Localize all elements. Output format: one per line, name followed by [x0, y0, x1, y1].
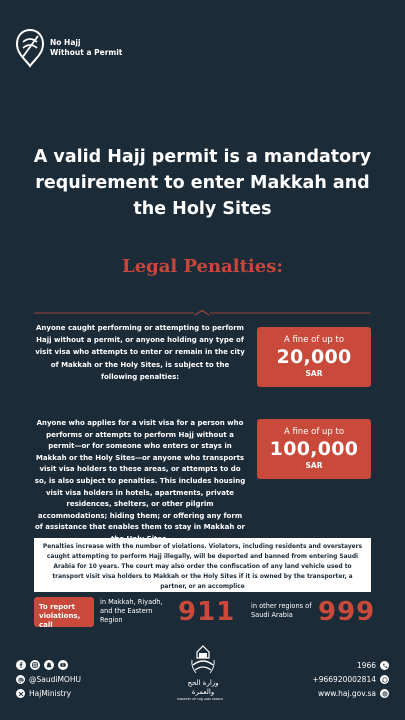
- penalties-notice: Penalties increase with the number of violations. Violators, including residents and overstayers caught attempting to perform Hajj illegally, will be deported and banned from entering Saudi Arabia for 10 years. The court may also order the confiscation of any land vehicle used to transport visit visa holders to Makkah or the Holy Sites if it is owned by the transporter, a partner, or an accomplice: [34, 538, 371, 592]
- phone1-text: 1966: [356, 661, 376, 670]
- penalty1-fine-label: A fine of up to: [283, 335, 345, 345]
- headline: A valid Hajj permit is a mandatory requirement to enter Makkah and the Holy Sites: [33, 147, 372, 219]
- report-region-b: in other regions of Saudi Arabia: [251, 602, 312, 619]
- snapchat-icon[interactable]: [44, 660, 54, 670]
- contact-phone2[interactable]: [312, 675, 389, 684]
- whatsapp-icon: [380, 675, 389, 684]
- at-icon: [16, 675, 25, 684]
- facebook-icon[interactable]: [16, 660, 26, 670]
- handle-saudimohu: [16, 675, 81, 684]
- globe-icon: [380, 689, 389, 698]
- penalty2-text: Anyone who applies for a visit visa for a person who performs or attempts to perform Hajj without a permit—or for someone who enters or stays in Makkah or the Holy Sites—or anyone who transports visit visa holders to these areas, or attempts to do so, is also subject to penalties. This includes housing visit visa holders in hotels, apartments, private residences, shelters, or other pilgrim accommodations; hiding them; or offering any form of assistance that enables them to stay in Makkah or: [34, 419, 246, 532]
- phone2-text: +966920002814: [312, 675, 376, 684]
- report-number-999[interactable]: 999: [318, 597, 376, 627]
- x-icon: [16, 689, 25, 698]
- penalty1-text: Anyone caught performing or attempting to perform Hajj without a permit, or anyone holding any type of visit visa who attempts to enter or remain in the city of Makkah or the Holy Sites, is subject to the following penalties:: [35, 324, 245, 381]
- report-region-a: in Makkah, Riyadh, and the Eastern Region: [100, 598, 163, 624]
- penalty2-fine-label: A fine of up to: [283, 427, 345, 437]
- penalty1-fine-box: [257, 327, 371, 387]
- section-title: Legal Penalties:: [122, 256, 283, 277]
- social-icons: [16, 660, 68, 670]
- contact-website[interactable]: [318, 689, 389, 698]
- ministry-emblem-icon: [190, 645, 216, 675]
- penalty2-fine-box: [257, 419, 371, 479]
- logo-line1: No Hajj: [50, 38, 81, 47]
- penalty1-fine-amount: 20,000: [276, 346, 352, 368]
- penalty1-currency: SAR: [305, 369, 323, 378]
- no-hajj-logo: [16, 28, 122, 68]
- ministry-name-en: MINISTRY OF HAJJ AND UMRAH: [177, 697, 223, 701]
- phone-icon: [380, 661, 389, 670]
- handle-hajministry: [16, 689, 71, 698]
- handle2-text: HajMinistry: [29, 689, 72, 698]
- ministry-logo: [177, 645, 223, 703]
- website-text: www.haj.gov.sa: [317, 689, 376, 698]
- penalty2-currency: SAR: [305, 461, 323, 470]
- divider-ornament: [34, 310, 370, 316]
- penalty2-fine-amount: 100,000: [269, 438, 359, 460]
- report-number-911[interactable]: 911: [178, 597, 236, 627]
- no-hajj-logo-icon: [16, 28, 44, 68]
- contact-phone1[interactable]: [357, 661, 389, 670]
- instagram-icon[interactable]: [30, 660, 40, 670]
- youtube-icon[interactable]: [58, 660, 68, 670]
- report-label: To report violations, call: [34, 597, 94, 627]
- ministry-name-ar: وزارة الحج والعمرة: [187, 679, 219, 696]
- logo-line2: Without a Permit: [50, 48, 123, 57]
- handle1-text: @SaudiMOHU: [29, 675, 81, 684]
